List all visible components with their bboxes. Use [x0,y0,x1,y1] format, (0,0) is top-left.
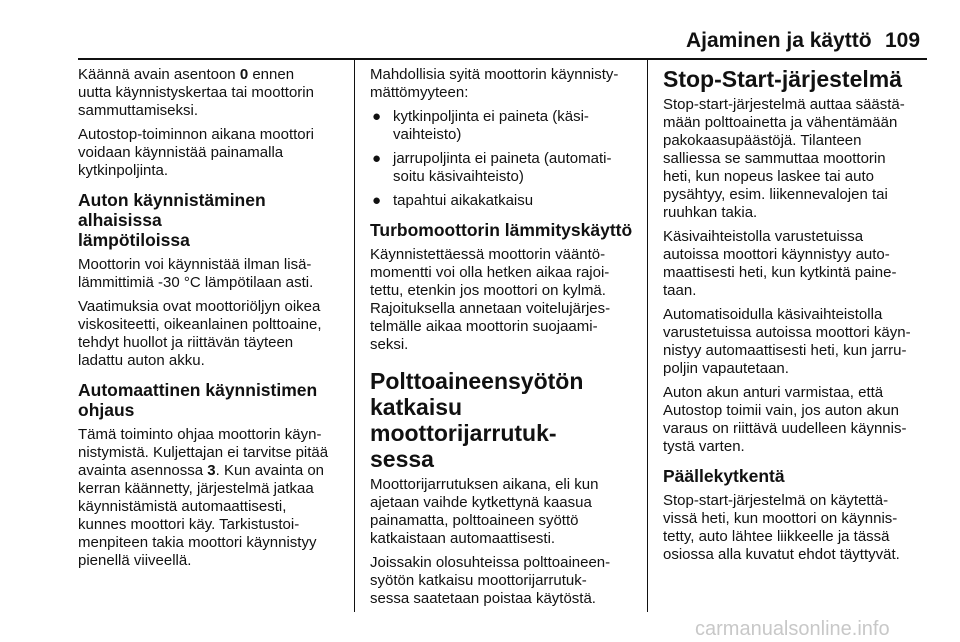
paragraph: Mahdollisia syitä moottorin käynnisty- mättömyyteen: [370,66,619,101]
paragraph: Autostop-toiminnon aikana moottori voidaan käynnistää painamalla kytkinpoljinta. [78,126,314,179]
heading-cold-start: Auton käynnistäminen alhaisissa lämpötiloissa [78,190,266,250]
column-3 [663,66,953,570]
page-section-title: Ajaminen ja käyttö [686,29,872,52]
column-divider-2 [647,60,648,612]
heading-turbo-warmup: Turbomoottorin lämmityskäyttö [370,220,633,240]
paragraph: Stop-start-järjestelmä auttaa säästä- mään polttoainetta ja vähentämään pakokaasupäästöjä. Tilanteen salliessa se sammuttaa moottorin heti, kun nopeus laskee tai auto pysähtyy, esim. liikennevalojen tai ruuhkan takia. [663,96,905,221]
bullet-list [370,108,642,210]
heading-activation: Päällekytkentä [663,466,785,486]
bullet-icon: ● [372,150,382,167]
paragraph: Moottorin voi käynnistää ilman lisä- lämmittimiä -30 °C lämpötilaan asti. [78,256,314,291]
bullet-icon: ● [372,192,382,209]
paragraph: Käsivaihteistolla varustetuissa autoissa moottori käynnistyy auto- maattisesti heti, kun kytkintä paine- taan. [663,228,897,299]
list-item: ● tapahtui aikakatkaisu [372,192,534,209]
paragraph: Käännä avain asentoon 0 ennen uutta käynnistyskertaa tai moottorin sammuttamiseksi. [78,66,314,119]
heading-stop-start: Stop-Start-järjestelmä [663,66,903,92]
bullet-icon: ● [372,108,382,125]
heading-fuel-cutoff: Polttoaineensyötön katkaisu moottorijarrutuk- sessa [370,368,584,472]
header-rule [78,58,927,60]
column-divider-1 [354,60,355,612]
list-item: ● kytkinpoljinta ei paineta (käsi- vaihteisto) [372,108,589,143]
paragraph: Vaatimuksia ovat moottoriöljyn oikea viskositeetti, oikeanlainen polttoaine, tehdyt huollot ja riittävän täyteen ladattu auton akku. [78,298,322,369]
paragraph: Auton akun anturi varmistaa, että Autostop toimii vain, jos auton akun varaus on riittävä uudelleen käynnis- tystä varten. [663,384,907,455]
column-2 [370,66,642,614]
page-number: 109 [885,29,921,52]
watermark: carmanualsonline.info [695,618,890,640]
list-item: ● jarrupoljinta ei paineta (automati- soitu käsivaihteisto) [372,150,612,185]
column-1 [78,66,350,576]
heading-starter-control: Automaattinen käynnistimen ohjaus [78,380,318,420]
paragraph: Stop-start-järjestelmä on käytettä- vissä heti, kun moottori on käynnis- tetty, auto lähtee liikkeelle ja tässä osiossa alla kuvatut ehdot täyttyvät. [663,492,900,563]
paragraph: Tämä toiminto ohjaa moottorin käyn- nistymistä. Kuljettajan ei tarvitse pitää avainta asennossa 3. Kun avainta on kerran käännetty, järjestelmä jatkaa käynnistämistä automaattisesti, kunnes moottori käy. Tarkistustoi- menpiteen takia moottori käynnistyy pienellä viiveellä. [78,426,329,569]
paragraph: Käynnistettäessä moottorin vääntö- momentti voi olla hetken aikaa rajoi- tettu, etenkin jos moottori on kylmä. Rajoituksella annetaan voitelujärjes- telmälle aikaa moottorin suojaami- seksi. [370,246,611,353]
paragraph: Moottorijarrutuksen aikana, eli kun ajetaan vaihde kytkettynä kaasua painamatta, polttoaineen syöttö katkaistaan automaattisesti. [370,476,599,547]
paragraph: Joissakin olosuhteissa polttoaineen- syötön katkaisu moottorijarrutuk- sessa saatetaan poistaa käytöstä. [370,554,611,607]
paragraph: Automatisoidulla käsivaihteistolla varustetuissa autoissa moottori käyn- nistyy automaattisesti heti, kun jarru- poljin vapautetaan. [663,306,911,377]
